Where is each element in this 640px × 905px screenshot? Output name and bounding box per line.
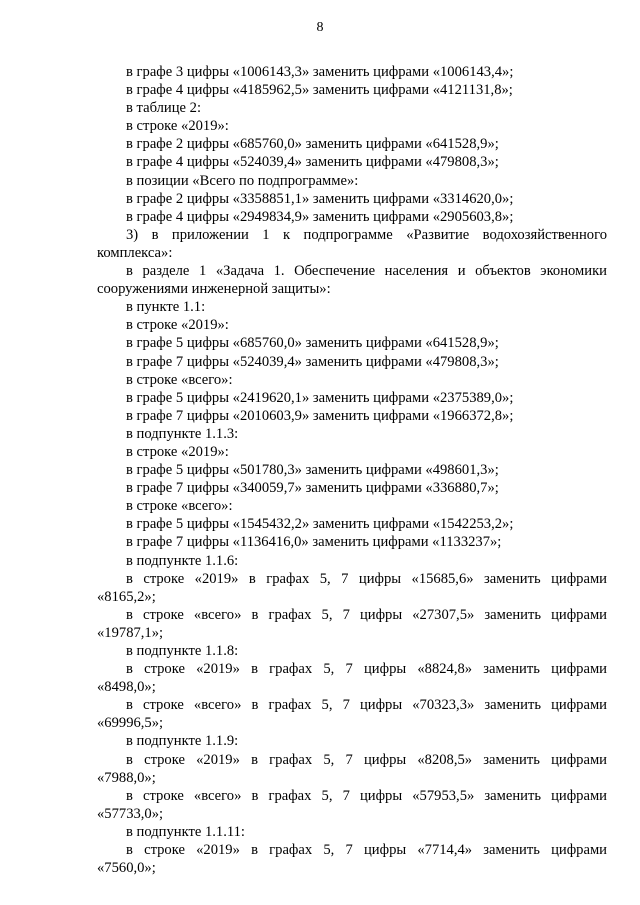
text-line: в строке «2019» в графах 5, 7 цифры «8824,8» заменить цифрами — [126, 661, 607, 678]
text-line: в подпункте 1.1.11: — [126, 823, 245, 840]
text-line: «7988,0»; — [97, 769, 156, 786]
text-line: в разделе 1 «Задача 1. Обеспечение населения и объектов экономики — [126, 263, 607, 280]
text-line: в строке «всего» в графах 5, 7 цифры «70323,3» заменить цифрами — [126, 697, 607, 714]
text-line: в графе 2 цифры «685760,0» заменить цифрами «641528,9»; — [126, 136, 499, 153]
text-line: в графе 4 цифры «2949834,9» заменить цифрами «2905603,8»; — [126, 208, 514, 225]
text-line: «19787,1»; — [97, 624, 164, 641]
text-line: в графе 2 цифры «3358851,1» заменить цифрами «3314620,0»; — [126, 190, 514, 207]
text-line: в строке «2019»: — [126, 317, 229, 334]
text-line: в графе 7 цифры «2010603,9» заменить цифрами «1966372,8»; — [126, 407, 514, 424]
text-line: в строке «всего» в графах 5, 7 цифры «57953,5» заменить цифрами — [126, 787, 607, 804]
document-body — [97, 63, 607, 877]
text-line: в подпункте 1.1.9: — [126, 733, 239, 750]
text-line: в подпункте 1.1.8: — [126, 643, 239, 659]
text-line: в строке «2019» в графах 5, 7 цифры «7714,4» заменить цифрами — [126, 842, 607, 859]
text-line: в строке «всего» в графах 5, 7 цифры «27307,5» заменить цифрами — [126, 606, 607, 623]
text-line: в строке «всего»: — [126, 498, 233, 515]
text-line: в позиции «Всего по подпрограмме»: — [126, 172, 359, 189]
text-line: в подпункте 1.1.3: — [126, 425, 239, 442]
text-line: в графе 5 цифры «2419620,1» заменить цифрами «2375389,0»; — [126, 389, 514, 406]
text-line: в графе 5 цифры «1545432,2» заменить цифрами «1542253,2»; — [126, 516, 514, 533]
text-line: в графе 3 цифры «1006143,3» заменить цифрами «1006143,4»; — [126, 64, 514, 80]
text-line: 3) в приложении 1 к подпрограмме «Развитие водохозяйственного — [126, 226, 607, 243]
text-line: в графе 5 цифры «685760,0» заменить цифрами «641528,9»; — [126, 335, 499, 352]
text-line: в таблице 2: — [126, 100, 202, 117]
text-line: в строке «всего»: — [126, 371, 233, 388]
text-line: в строке «2019»: — [126, 443, 229, 460]
text-line: в графе 4 цифры «524039,4» заменить цифрами «479808,3»; — [126, 154, 499, 171]
text-line: «8165,2»; — [97, 588, 156, 605]
text-line: в строке «2019» в графах 5, 7 цифры «8208,5» заменить цифрами — [126, 751, 607, 768]
text-line: «7560,0»; — [97, 860, 156, 877]
text-line: в подпункте 1.1.6: — [126, 552, 239, 569]
text-line: «57733,0»; — [97, 805, 164, 822]
text-line: в графе 5 цифры «501780,3» заменить цифрами «498601,3»; — [126, 462, 499, 479]
text-line: комплекса»: — [97, 244, 173, 261]
text-line: в графе 7 цифры «340059,7» заменить цифрами «336880,7»; — [126, 480, 499, 497]
text-line: в графе 4 цифры «4185962,5» заменить цифрами «4121131,8»; — [126, 82, 513, 99]
text-line: в строке «2019»: — [126, 118, 229, 135]
text-line: в графе 7 цифры «524039,4» заменить цифрами «479808,3»; — [126, 353, 499, 370]
text-line: сооружениями инженерной защиты»: — [97, 281, 331, 298]
text-line: «69996,5»; — [97, 715, 164, 732]
page-number: 8 — [316, 20, 324, 35]
text-line: в пункте 1.1: — [126, 299, 206, 316]
text-line: в строке «2019» в графах 5, 7 цифры «15685,6» заменить цифрами — [126, 570, 607, 587]
text-line: в графе 7 цифры «1136416,0» заменить цифрами «1133237»; — [126, 534, 502, 551]
text-line: «8498,0»; — [97, 679, 156, 696]
